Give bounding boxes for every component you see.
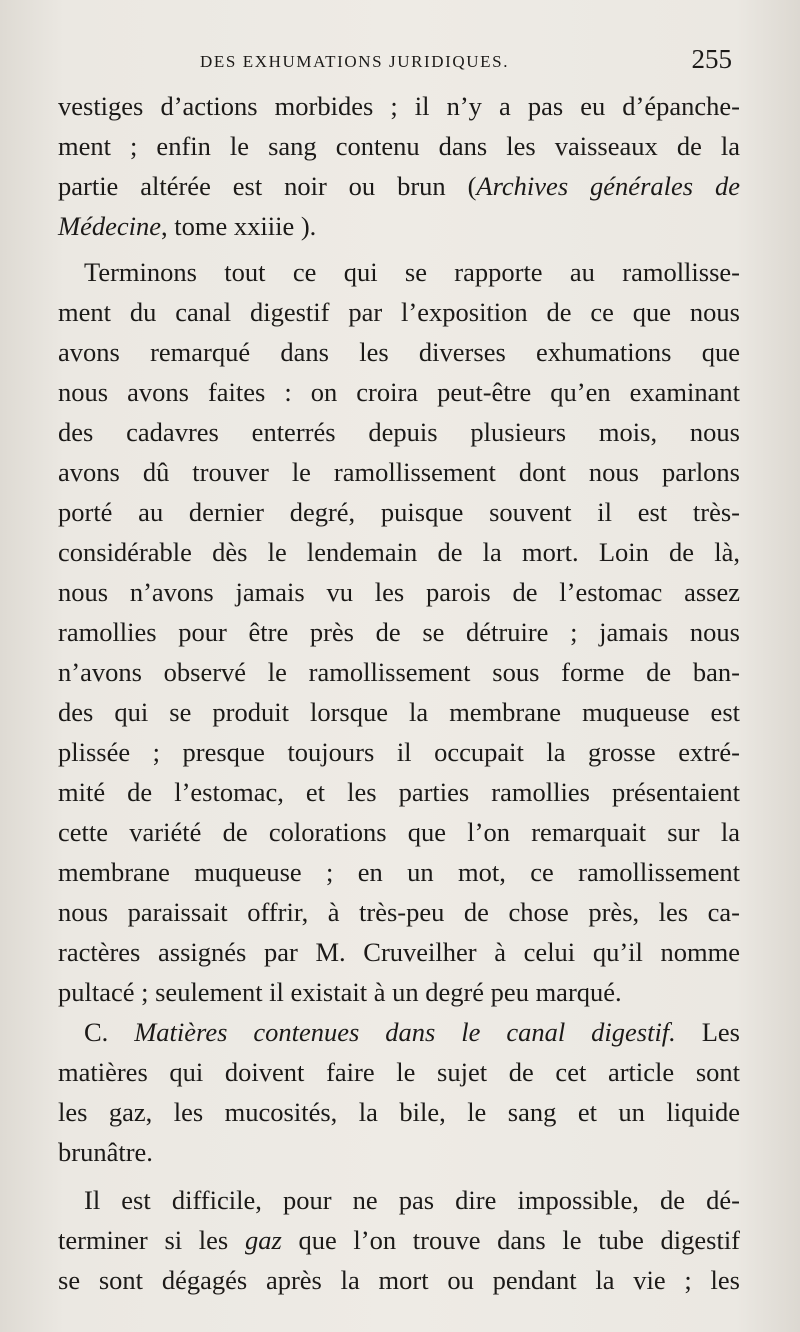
text-line: nous n’avons jamais vu les parois de l’estomac assez xyxy=(58,577,740,607)
text-line: avons dû trouver le ramollissement dont nous parlons xyxy=(58,457,740,487)
text-segment: , tome xxiiie ). xyxy=(161,211,317,241)
text-segment: que l’on trouve dans le tube digestif xyxy=(281,1225,741,1255)
text-line: ractères assignés par M. Cruveilher à celui qu’il nomme xyxy=(58,937,740,967)
text-line: matières qui doivent faire le sujet de cet article sont xyxy=(58,1057,740,1087)
text-line: Terminons tout ce qui se rapporte au ramollisse- xyxy=(84,257,740,287)
text-line: ramollies pour être près de se détruire ; jamais nous xyxy=(58,617,740,647)
section-heading-italic: Matières contenues dans le canal digestif. xyxy=(134,1017,676,1047)
text-line: nous paraissait offrir, à très-peu de chose près, les ca- xyxy=(58,897,740,927)
text-line: des cadavres enterrés depuis plusieurs mois, nous xyxy=(58,417,740,447)
text-segment: partie altérée est noir ou brun ( xyxy=(58,171,477,201)
citation-italic: Archives générales de xyxy=(476,171,740,201)
text-line: mité de l’estomac, et les parties ramollies présentaient xyxy=(58,777,740,807)
text-line: ment ; enfin le sang contenu dans les vaisseaux de la xyxy=(58,131,740,161)
page-number: 255 xyxy=(691,44,732,74)
text-line: pultacé ; seulement il existait à un degré peu marqué. xyxy=(58,977,622,1007)
text-line xyxy=(58,206,740,246)
text-line: Il est difficile, pour ne pas dire impossible, de dé- xyxy=(84,1185,740,1215)
text-line: plissée ; presque toujours il occupait la grosse extré- xyxy=(58,737,740,767)
text-line: n’avons observé le ramollissement sous forme de ban- xyxy=(58,657,740,687)
text-line: des qui se produit lorsque la membrane muqueuse est xyxy=(58,697,740,727)
text-segment: terminer si les xyxy=(58,1225,245,1255)
text-line: les gaz, les mucosités, la bile, le sang et un liquide xyxy=(58,1097,740,1127)
citation-italic: Médecine xyxy=(58,211,161,241)
text-line: membrane muqueuse ; en un mot, ce ramollissement xyxy=(58,857,740,887)
text-line: avons remarqué dans les diverses exhumations que xyxy=(58,337,740,367)
body-text xyxy=(58,86,740,1300)
text-line: brunâtre. xyxy=(58,1137,153,1167)
text-line xyxy=(58,166,740,206)
text-line: cette variété de colorations que l’on remarquait sur la xyxy=(58,817,740,847)
running-head xyxy=(60,44,740,76)
section-letter: C. xyxy=(84,1017,135,1047)
text-line: vestiges d’actions morbides ; il n’y a pas eu d’épanche- xyxy=(58,91,740,121)
text-line: se sont dégagés après la mort ou pendant la vie ; les xyxy=(58,1265,740,1295)
text-segment: Les xyxy=(675,1017,740,1047)
text-line: considérable dès le lendemain de la mort. Loin de là, xyxy=(58,537,740,567)
text-line xyxy=(58,1012,740,1052)
text-line xyxy=(58,1220,740,1260)
text-line: ment du canal digestif par l’exposition de ce que nous xyxy=(58,297,740,327)
running-title: DES EXHUMATIONS JURIDIQUES. xyxy=(200,52,510,71)
term-italic: gaz xyxy=(244,1225,282,1255)
text-line: nous avons faites : on croira peut-être qu’en examinant xyxy=(58,377,740,407)
text-line: porté au dernier degré, puisque souvent il est très- xyxy=(58,497,740,527)
